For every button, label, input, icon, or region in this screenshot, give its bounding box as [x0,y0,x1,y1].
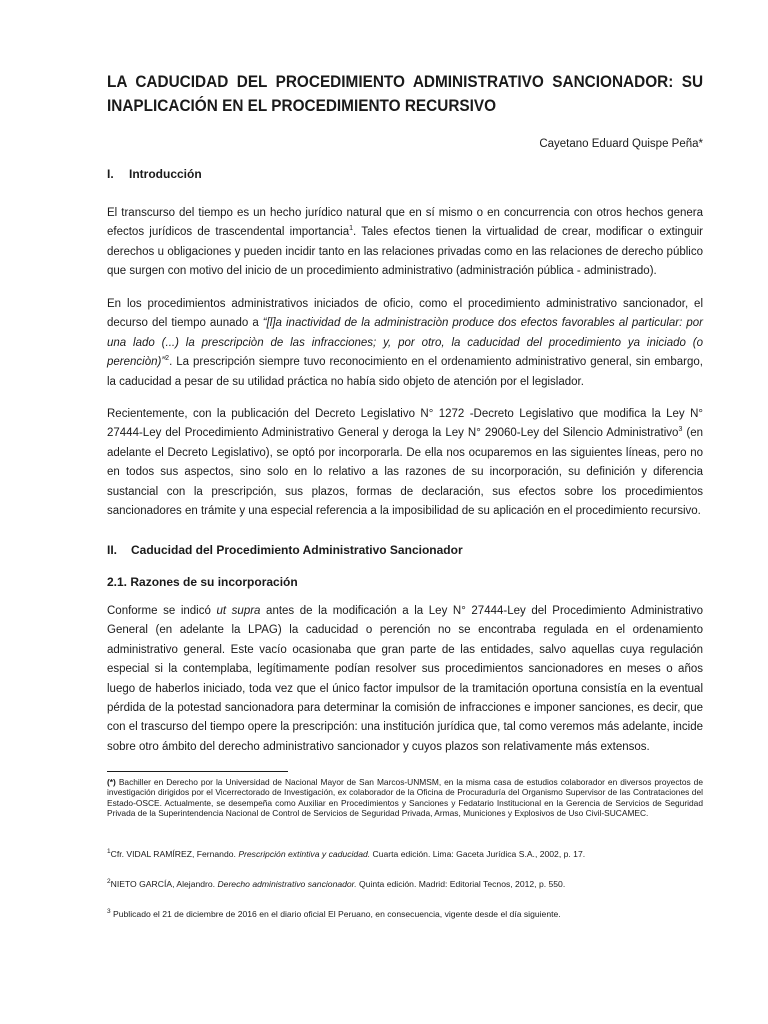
section-heading-introduccion [107,166,703,182]
footnote-italic: Derecho administrativo sancionador. [217,879,357,889]
paragraph-text: antes de la modificación a la Ley N° 27444-Ley del Procedimiento Administrativo General (en adelante la LPAG) la caducidad o perención no se encontraba regulada en el ordenamiento administrativo general. Este vacío ocasionaba que gran parte de las entidades, salvo aquellas cuya regulación especial si la contemplaba, legítimamente podían resolver sus procedimientos sancionadores en meses o años luego de haberlos iniciado, toda vez que el único factor impulsor de la tramitación oportuna consistía en la eventual pérdida de la potestad sancionadora para determinar la comisión de infracciones e imponer sanciones, es decir, que con el trascurso del tiempo opere la prescripción: una institución jurídica que, tal como veremos más adelante, incide sobre otro ámbito del derecho administrativo sancionador y cuyos plazos son relativamente más extensos. [107,605,703,753]
footnote-author [107,777,703,819]
author-name: Cayetano Eduard Quispe Peña* [539,138,703,150]
footnote-mark: 2 [107,878,111,886]
subsection-heading-razones: 2.1. Razones de su incorporación [107,575,298,589]
document-title: LA CADUCIDAD DEL PROCEDIMIENTO ADMINISTRATIVO SANCIONADOR: SU INAPLICACIÓN EN EL PROCEDIMIENTO RECURSIVO [107,73,704,115]
paragraph-intro-3 [107,405,703,521]
footnote-text: Bachiller en Derecho por la Universidad de Nacional Mayor de San Marcos-UNMSM, en la misma casa de estudios colaborador en diversos proyectos de investigación dirigidos por el Vicerrectorado de Investigación, ex colaborador de la Oficina de Procuraduría del Organismo Supervisor de las Contrataciones del Estado-OSCE. Actualmente, se desempeña como Auxiliar en Procedimientos y Sanciones y Fedatario Institucional en la Gerencia de Servicios de Seguridad Privada de la Superintendencia Nacional de Control de Servicios de Seguridad Privada, Armas, Municiones y Explosivos de Uso Civil-SUCAMEC. [107,777,703,819]
paragraph-text: En los procedimientos administrativos iniciados de oficio, como el procedimiento administrativo sancionador, el decurso del tiempo aunado a [107,298,703,330]
paragraph-intro-2 [107,295,703,392]
paragraph-intro-1 [107,204,703,282]
footnote-separator [107,771,288,772]
footnote-ref-3: 3 [678,426,683,434]
paragraph-text: El transcurso del tiempo es un hecho jurídico natural que en sí mismo o en concurrencia con otros hechos genera efectos jurídicos de trascendental importancia [107,207,703,239]
paragraph-razones [107,602,703,757]
paragraph-text: Conforme se indicó [107,605,217,617]
section-title: Caducidad del Procedimiento Administrativo Sancionador [131,543,463,557]
footnote-mark: 1 [107,848,111,856]
paragraph-text: Recientemente, con la publicación del Decreto Legislativo N° 1272 -Decreto Legislativo que modifica la Ley N° 27444-Ley del Procedimiento Administrativo General y deroga la Ley N° 29060-Ley del Silencio Administrativo [107,408,703,440]
footnote-text: Cuarta edición. Lima: Gaceta Jurídica S.A., 2002, p. 17. [370,849,586,859]
footnote-mark: (*) [107,777,116,787]
footnote-italic: Prescripción extintiva y caducidad. [238,849,371,859]
section-number: II. [107,543,118,557]
footnote-ref-1: 1 [349,225,354,233]
footnote-text: NIETO GARCÍA, Alejandro. [110,879,218,889]
paragraph-text: . Tales efectos tienen la virtualidad de crear, modificar o extinguir derechos u obligaciones y pueden incidir tanto en las relaciones privadas como en las relaciones de derecho público que surgen con motivo del inicio de un procedimiento administrativo (administración pública - administrado). [107,226,703,278]
footnote-2 [107,879,703,890]
paragraph-text: (en adelante el Decreto Legislativo), se optó por incorporarla. De ella nos ocuparemos en las siguientes líneas, pero no en todos sus aspectos, sino solo en lo relativo a las razones de su incorporación, su definición y diferencia sustancial con la prescripción, sus plazos, formas de declaración, sus efectos sobre los procedimientos sancionadores en trámite y una especial referencia a la imposibilidad de su aplicación en el procedimiento recursivo. [107,427,703,518]
section-number: I. [107,167,114,181]
footnote-text: Quinta edición. Madrid: Editorial Tecnos, 2012, p. 550. [356,879,566,889]
footnote-1 [107,849,703,860]
paragraph-text: . La prescripción siempre tuvo reconocimiento en el ordenamiento administrativo general, sin embargo, la caducidad a pesar de su utilidad práctica no había sido objeto de atención por el legislador. [107,356,703,388]
footnote-text: Publicado el 21 de diciembre de 2016 en el diario oficial El Peruano, en consecuencia, vigente desde el día siguiente. [110,909,561,919]
section-title: Introducción [129,167,202,181]
footnote-text: Cfr. VIDAL RAMÍREZ, Fernando. [110,849,239,859]
footnote-mark: 3 [107,908,111,916]
footnote-3 [107,909,703,920]
quoted-text: “[l]a inactividad de la administraciòn produce dos efectos favorables al particular: por una lado (...) la prescripciòn de las infracciones; y, por otro, la caducidad del procedimiento ya iniciado (o perenciòn)” [107,317,703,369]
section-heading-caducidad [107,542,703,558]
footnote-ref-2: 2 [165,355,170,363]
italic-term: ut supra [216,605,261,617]
